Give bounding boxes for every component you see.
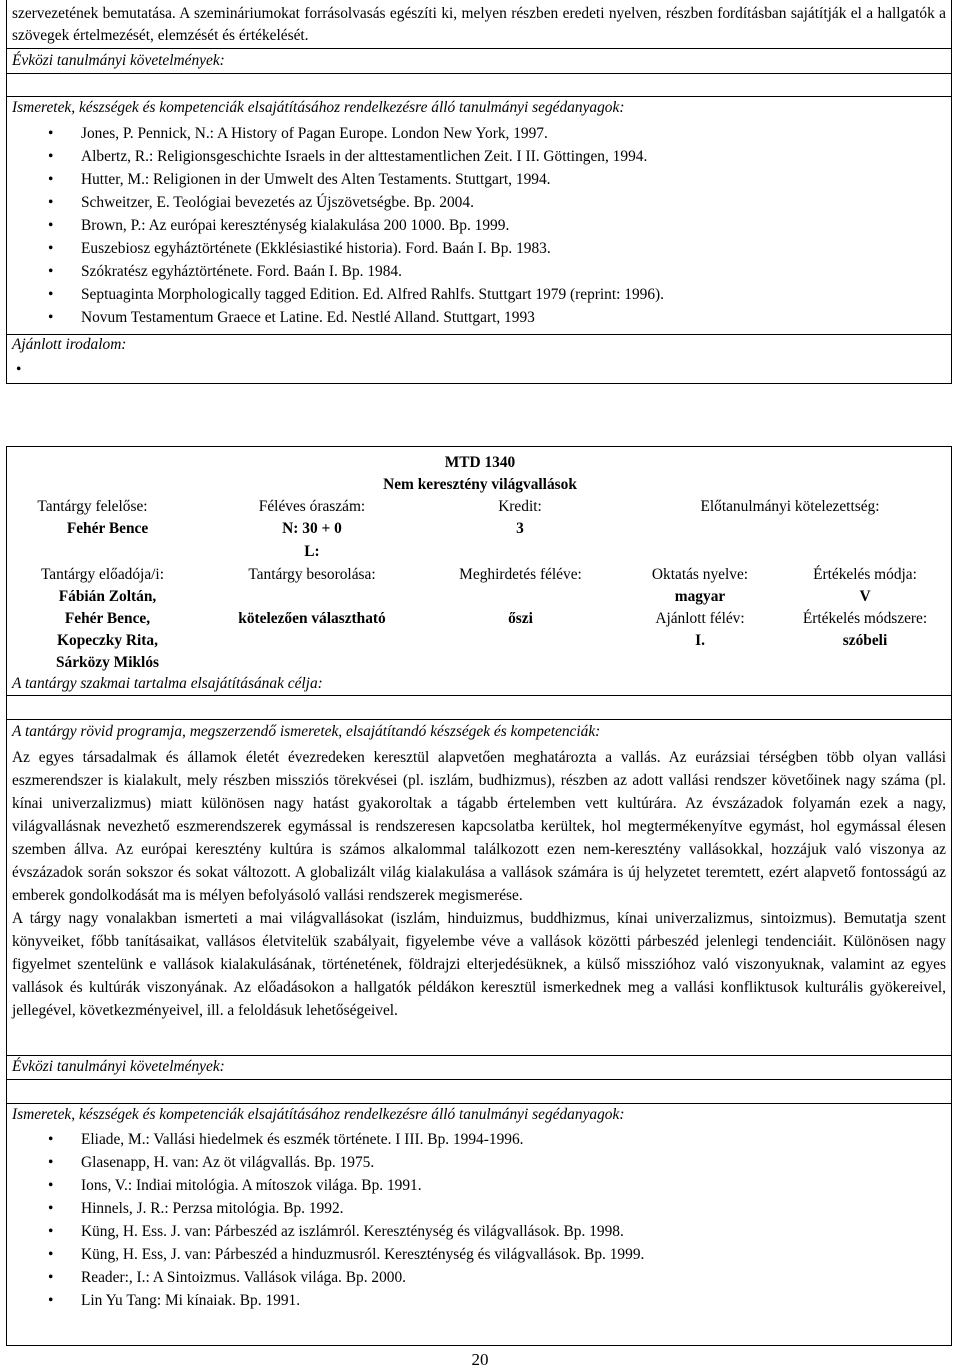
- bullet: •: [48, 148, 54, 165]
- besorolas-value: kötelezően választható: [238, 610, 386, 627]
- bullet: •: [48, 217, 54, 234]
- intro-paragraph: szervezetének bemutatása. A szemináriumokat forrásolvasás egészíti ki, melyen részben eredeti nyelven, részben fordításban sajátítják el a hallgatók a szövegek értelmezését, elemzését és értékelését.: [12, 5, 946, 44]
- row-divider: [6, 1079, 952, 1080]
- bullet: •: [48, 194, 54, 211]
- list-item: • Lin Yu Tang: Mi kínaiak. Bp. 1991.: [0, 1289, 644, 1312]
- bullet: •: [48, 240, 54, 257]
- reference-list-2: [0, 1128, 644, 1312]
- kredit-label: Kredit:: [498, 498, 542, 515]
- list-item: • Küng, H. Ess, J. van: Párbeszéd a hinduzmusról. Kereszténység és világvallások. Bp. 1999.: [0, 1243, 644, 1266]
- evkozi-heading: Évközi tanulmányi követelmények:: [12, 52, 225, 69]
- bullet: •: [48, 1246, 54, 1263]
- program-paragraph-2: A tárgy nagy vonalakban ismerteti a mai világvallásokat (iszlám, hinduizmus, buddhizmus, kínai univerzalizmus, sintoizmus). Bemutatja szent könyveiket, főbb tanításaikat, vallásos életvitelük szabályait, figyelembe véve a vallások közötti párbeszéd jelenlegi tendenciáit. Különösen nagy figyelmet szentelünk e vallások kialakulásának, történetének, földrajzi elterjedésüknek, a külső misszióhoz való viszonyuknak, valamint az egyes vallások és kultúrák viszonyának. Az előadásokon a hallgatók példákon keresztül ismerkednek meg a vallási konfliktusok kulturális gyökereivel, jellegével, következményeivel, ill. a feloldásuk lehetőségeivel.: [12, 910, 946, 1019]
- list-item: • Eliade, M.: Vallási hiedelmek és eszmék története. I III. Bp. 1994-1996.: [0, 1128, 644, 1151]
- bullet: •: [48, 1292, 54, 1309]
- bullet: •: [48, 286, 54, 303]
- row-divider: [6, 334, 952, 335]
- celja-heading: A tantárgy szakmai tartalma elsajátításának célja:: [12, 675, 323, 692]
- bullet: •: [48, 125, 54, 142]
- segedanyag-heading: Ismeretek, készségek és kompetenciák elsajátításához rendelkezésre álló tanulmányi segédanyagok:: [12, 99, 625, 116]
- list-item: • Euszebiosz egyháztörténete (Ekklésiastiké historia). Ford. Baán I. Bp. 1983.: [0, 237, 664, 260]
- ajanlott-felev-value: I.: [695, 632, 705, 649]
- list-item: • Hutter, M.: Religionen in der Umwelt des Alten Testaments. Stuttgart, 1994.: [0, 168, 664, 191]
- list-item: • Septuaginta Morphologically tagged Edition. Ed. Alfred Rahlfs. Stuttgart 1979 (reprint: 1996).: [0, 283, 664, 306]
- bullet: •: [48, 1154, 54, 1171]
- bullet: •: [48, 263, 54, 280]
- row-divider: [6, 73, 952, 74]
- program-paragraph-1: Az egyes társadalmak és államok életét évezredeken keresztül alapvetően meghatározta a vallás. Az eurázsiai térségben több olyan vallási eszmerendszer is kialakult, mely részben missziós törekvései (pl. iszlám, budhizmus), részben az adott vallási rendszer követőinek nagy száma (pl. kínai univerzalizmus) miatt különösen nagy hatást gyakoroltak a tágabb értelemben vett kultúrára. Az évszázadok folyamán ezek a nagy, világvallásnak nevezhető eszmerendszerek egymással is rendszeresen kapcsolatba kerültek, hol megtermékenyítve egymást, hol egymással élesen szemben állva. Az európai keresztény kultúra is számos alkalommal találkozott ezen nem-keresztény vallásokkal, hozzájuk való viszonya az évszázadok során sokszor és sokat változott. A globalizált világ kialakulása a vallások számára is új helyzetet teremtett, ezért alapvető fontosságú az emberek gondolkodását ma is mélyen befolyásoló vallási rendszerek megismerése.: [12, 749, 946, 904]
- eloado-value: Fábián Zoltán,: [58, 588, 157, 605]
- evkozi-heading-2: Évközi tanulmányi követelmények:: [12, 1058, 225, 1075]
- bullet: •: [48, 1200, 54, 1217]
- bullet: •: [48, 171, 54, 188]
- list-item: • Jones, P. Pennick, N.: A History of Pagan Europe. London New York, 1997.: [0, 122, 664, 145]
- bullet: •: [48, 1269, 54, 1286]
- segedanyag-heading-2: Ismeretek, készségek és kompetenciák elsajátításához rendelkezésre álló tanulmányi segédanyagok:: [12, 1106, 625, 1123]
- row-divider: [6, 719, 952, 720]
- besorolas-label: Tantárgy besorolása:: [248, 566, 376, 583]
- meghirdetes-value: őszi: [508, 610, 533, 627]
- list-item: • Albertz, R.: Religionsgeschichte Israels in der alttestamentlichen Zeit. I II. Göttingen, 1994.: [0, 145, 664, 168]
- list-item: • Novum Testamentum Graece et Latine. Ed. Nestlé Alland. Stuttgart, 1993: [0, 306, 664, 329]
- eloado-value: Sárközy Miklós: [55, 654, 160, 671]
- nyelv-value: magyar: [674, 588, 726, 605]
- program-heading: A tantárgy rövid programja, megszerzendő ismeretek, elsajátítandó készségek és kompetenciák:: [12, 723, 601, 740]
- eloado-value: Fehér Bence,: [64, 610, 151, 627]
- course-title: Nem keresztény világvallások: [383, 476, 577, 493]
- course-code: MTD 1340: [444, 454, 516, 471]
- list-item: • Reader:, I.: A Sintoizmus. Vallások világa. Bp. 2000.: [0, 1266, 644, 1289]
- elotanulmanyi-label: Előtanulmányi kötelezettség:: [700, 498, 880, 515]
- oraszam-value: N: 30 + 0: [282, 520, 342, 537]
- row-divider: [6, 48, 952, 49]
- nyelv-label: Oktatás nyelve:: [651, 566, 749, 583]
- bullet: •: [48, 1223, 54, 1240]
- row-divider: [6, 695, 952, 696]
- list-item: • Brown, P.: Az európai kereszténység kialakulása 200 1000. Bp. 1999.: [0, 214, 664, 237]
- felelos-value: Fehér Bence: [66, 520, 149, 537]
- eloado-label: Tantárgy előadója/i:: [40, 566, 164, 583]
- bullet: •: [48, 309, 54, 326]
- oraszam-value-l: L:: [304, 543, 320, 560]
- list-item: • Szókratész egyháztörténete. Ford. Baán I. Bp. 1984.: [0, 260, 664, 283]
- list-item: • Glasenapp, H. van: Az öt világvallás. Bp. 1975.: [0, 1151, 644, 1174]
- ertekeles-modja-value: V: [859, 588, 871, 605]
- list-item: • Ions, V.: Indiai mitológia. A mítoszok világa. Bp. 1991.: [0, 1174, 644, 1197]
- list-item: • Küng, H. Ess. J. van: Párbeszéd az iszlámról. Kereszténység és világvallások. Bp. 1998.: [0, 1220, 644, 1243]
- ajanlott-heading: Ajánlott irodalom:: [12, 336, 127, 353]
- program-text: [12, 746, 946, 1022]
- ertekeles-modszere-value: szóbeli: [842, 632, 888, 649]
- list-item: • Schweitzer, E. Teológiai bevezetés az Újszövetségbe. Bp. 2004.: [0, 191, 664, 214]
- page-number: 20: [471, 1350, 489, 1369]
- kredit-value: 3: [516, 520, 524, 537]
- bullet: •: [48, 1177, 54, 1194]
- felelos-label: Tantárgy felelőse:: [37, 498, 148, 515]
- ertekeles-modja-label: Értékelés módja:: [813, 566, 917, 583]
- ertekeles-modszere-label: Értékelés módszere:: [802, 610, 928, 627]
- bullet: •: [16, 361, 22, 378]
- bullet: •: [48, 1131, 54, 1148]
- list-item: • Hinnels, J. R.: Perzsa mitológia. Bp. 1992.: [0, 1197, 644, 1220]
- oraszam-label: Féléves óraszám:: [258, 498, 366, 515]
- ajanlott-felev-label: Ajánlott félév:: [655, 610, 745, 627]
- eloado-value: Kopeczky Rita,: [57, 632, 158, 649]
- meghirdetes-label: Meghirdetés féléve:: [459, 566, 582, 583]
- reference-list: [0, 122, 664, 329]
